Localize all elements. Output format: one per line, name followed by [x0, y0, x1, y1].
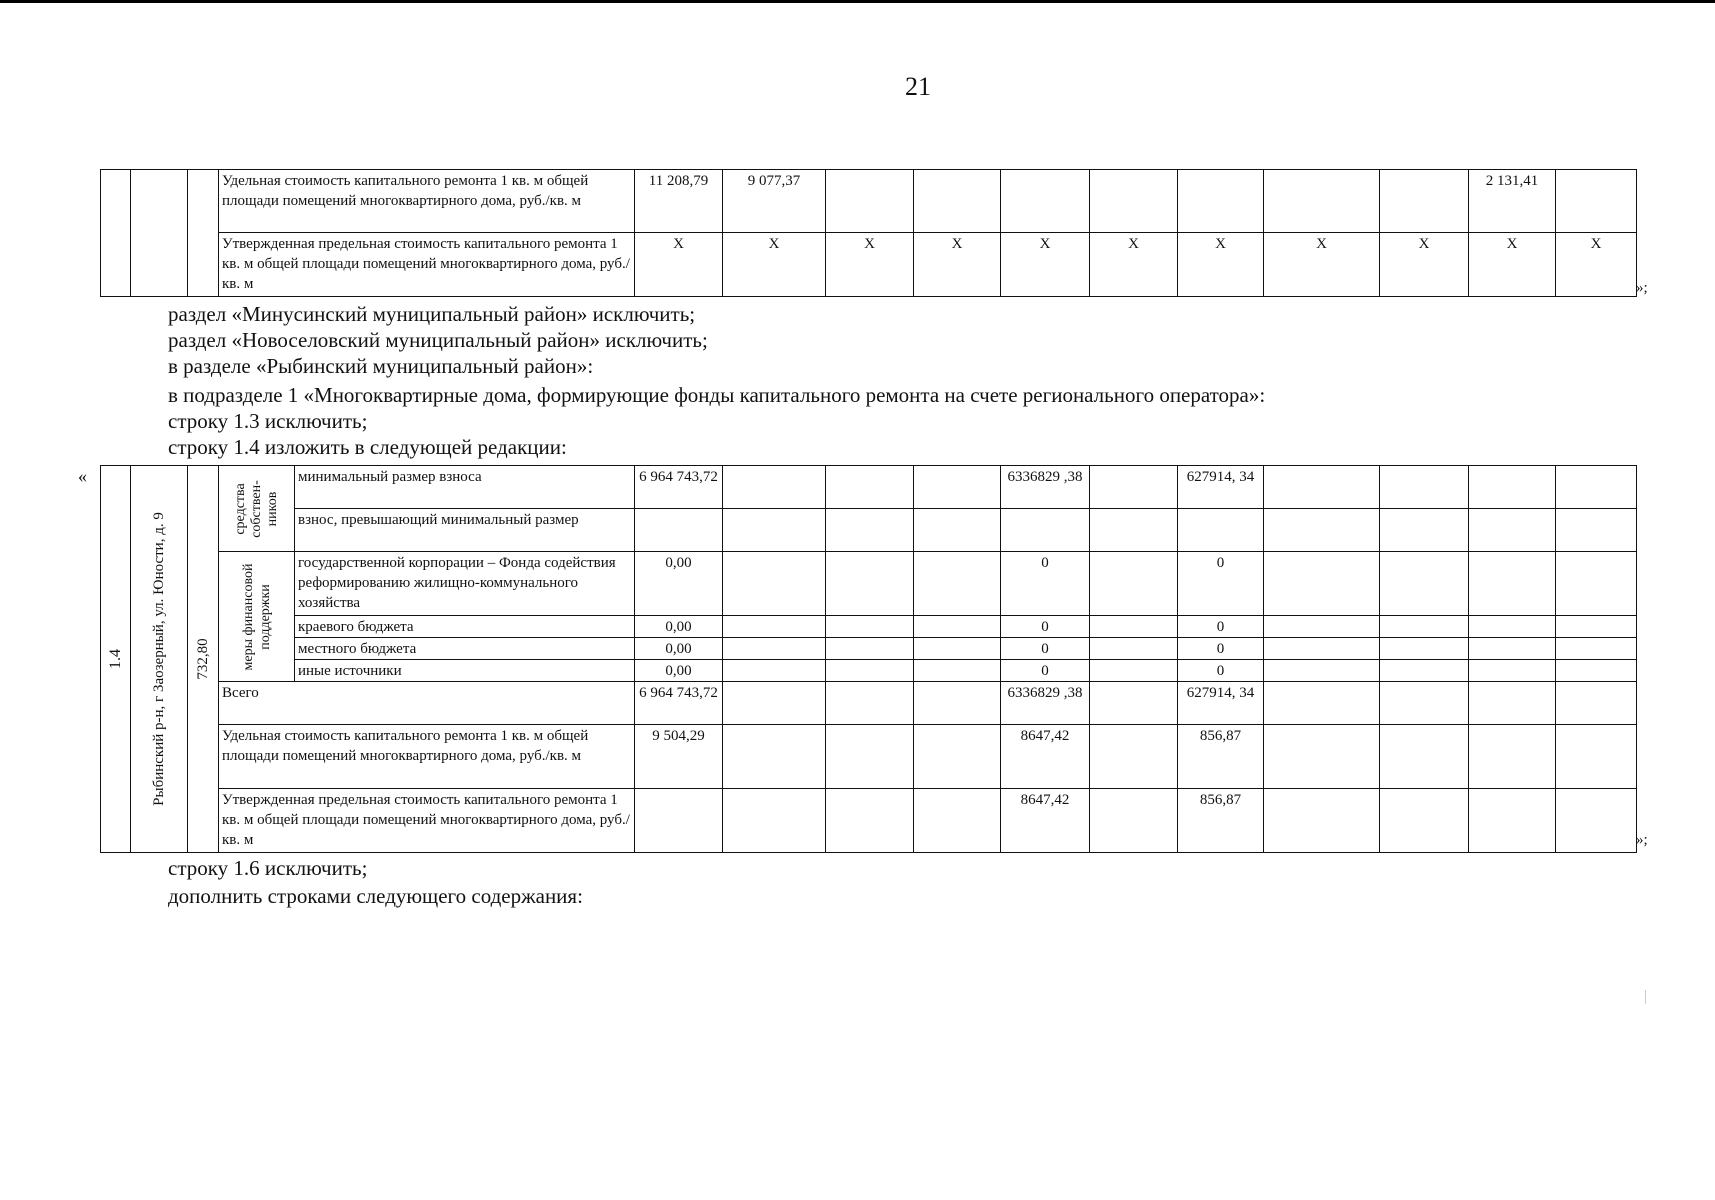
row-label: Утвержденная предельная стоимость капитального ремонта 1 кв. м общей площади помещений многоквартирного дома, руб./кв. м [219, 789, 635, 853]
cell-value: 0 [1178, 552, 1264, 616]
cell-value: 627914, 34 [1178, 682, 1264, 725]
table-row [101, 682, 1637, 725]
area-cell [188, 466, 219, 853]
cell-value: 0,00 [635, 552, 723, 616]
cell-mark: X [1001, 233, 1090, 297]
paragraph: строку 1.3 исключить; [168, 409, 368, 433]
support-group-cell [219, 552, 295, 682]
row-number: 1.4 [106, 649, 124, 669]
cell-value: 0 [1178, 660, 1264, 682]
cell-value: 9 077,37 [723, 170, 826, 233]
support-group: меры финансовой поддержки [240, 563, 273, 670]
cell-mark: X [1380, 233, 1469, 297]
cell-value: 0 [1001, 638, 1090, 660]
cell-mark: X [1178, 233, 1264, 297]
cell-value: 0 [1001, 660, 1090, 682]
cell-mark: X [1469, 233, 1556, 297]
cell-mark: X [1556, 233, 1637, 297]
table-row [101, 725, 1637, 789]
cell-value: 9 504,29 [635, 725, 723, 789]
paragraph: строку 1.6 исключить; [168, 856, 368, 880]
table-row-1-4 [100, 465, 1637, 853]
paragraph: строку 1.4 изложить в следующей редакции: [168, 435, 567, 459]
row-label: государственной корпорации – Фонда содействия реформированию жилищно-коммунального хозяйства [295, 552, 635, 616]
closing-quote: »; [1636, 832, 1648, 848]
opening-quote: « [78, 466, 87, 486]
cell-value: 8647,42 [1001, 789, 1090, 853]
cell-value: 0 [1178, 638, 1264, 660]
row-number-cell [101, 466, 131, 853]
cell-value: 0 [1178, 616, 1264, 638]
table-row [101, 552, 1637, 616]
cell-value: 627914, 34 [1178, 466, 1264, 509]
paragraph: в подразделе 1 «Многоквартирные дома, формирующие фонды капитального ремонта на счете регионального оператора»: [168, 383, 1266, 407]
cell-value: 0 [1001, 616, 1090, 638]
row-label: местного бюджета [295, 638, 635, 660]
paragraph: дополнить строками следующего содержания: [168, 884, 583, 908]
cell-value: 8647,42 [1001, 725, 1090, 789]
cell-value: 856,87 [1178, 725, 1264, 789]
table-row [101, 233, 1637, 297]
table-row [101, 170, 1637, 233]
paragraph: раздел «Минусинский муниципальный район» исключить; [168, 302, 696, 326]
row-label: краевого бюджета [295, 616, 635, 638]
cell-mark: X [1264, 233, 1380, 297]
owners-group: средства собствен-ников [232, 479, 280, 538]
page-number: 21 [905, 72, 931, 101]
paragraph: раздел «Новоселовский муниципальный район» исключить; [168, 328, 708, 352]
row-label: Всего [219, 682, 635, 725]
cell-value: 0,00 [635, 616, 723, 638]
cell-value: 0 [1001, 552, 1090, 616]
cell-mark: X [914, 233, 1001, 297]
table-continuation [100, 169, 1637, 297]
table-row [101, 616, 1637, 638]
closing-quote: »; [1636, 280, 1648, 296]
row-label: Удельная стоимость капитального ремонта 1 кв. м общей площади помещений многоквартирного дома, руб./кв. м [219, 725, 635, 789]
cell-value: 6 964 743,72 [635, 682, 723, 725]
table-row [101, 509, 1637, 552]
owners-group-cell [219, 466, 295, 552]
area: 732,80 [195, 638, 211, 680]
cell-value: 6336829 ,38 [1001, 682, 1090, 725]
cell-mark: X [723, 233, 826, 297]
paragraph: в разделе «Рыбинский муниципальный район»: [168, 354, 594, 378]
table-row [101, 660, 1637, 682]
cell-mark: X [1090, 233, 1178, 297]
cell-value: 0,00 [635, 660, 723, 682]
table-row [101, 466, 1637, 509]
cell-value: 6336829 ,38 [1001, 466, 1090, 509]
row-label: иные источники [295, 660, 635, 682]
cell-value: 11 208,79 [635, 170, 723, 233]
table-row [101, 638, 1637, 660]
scan-artifact [1645, 990, 1646, 1004]
cell-mark: X [635, 233, 723, 297]
row-label: Удельная стоимость капитального ремонта 1 кв. м общей площади помещений многоквартирного дома, руб./кв. м [219, 170, 635, 233]
row-label: взнос, превышающий минимальный размер [295, 509, 635, 552]
row-label: минимальный размер взноса [295, 466, 635, 509]
cell-mark: X [826, 233, 914, 297]
cell-value: 0,00 [635, 638, 723, 660]
row-label: Утвержденная предельная стоимость капитального ремонта 1 кв. м общей площади помещений многоквартирного дома, руб./кв. м [219, 233, 635, 297]
cell-value: 856,87 [1178, 789, 1264, 853]
address: Рыбинский р-н, г Заозерный, ул. Юности, д. 9 [151, 512, 167, 806]
address-cell [131, 466, 188, 853]
cell-value: 6 964 743,72 [635, 466, 723, 509]
table-row [101, 789, 1637, 853]
cell-value: 2 131,41 [1469, 170, 1556, 233]
scan-top-border [0, 0, 1715, 3]
